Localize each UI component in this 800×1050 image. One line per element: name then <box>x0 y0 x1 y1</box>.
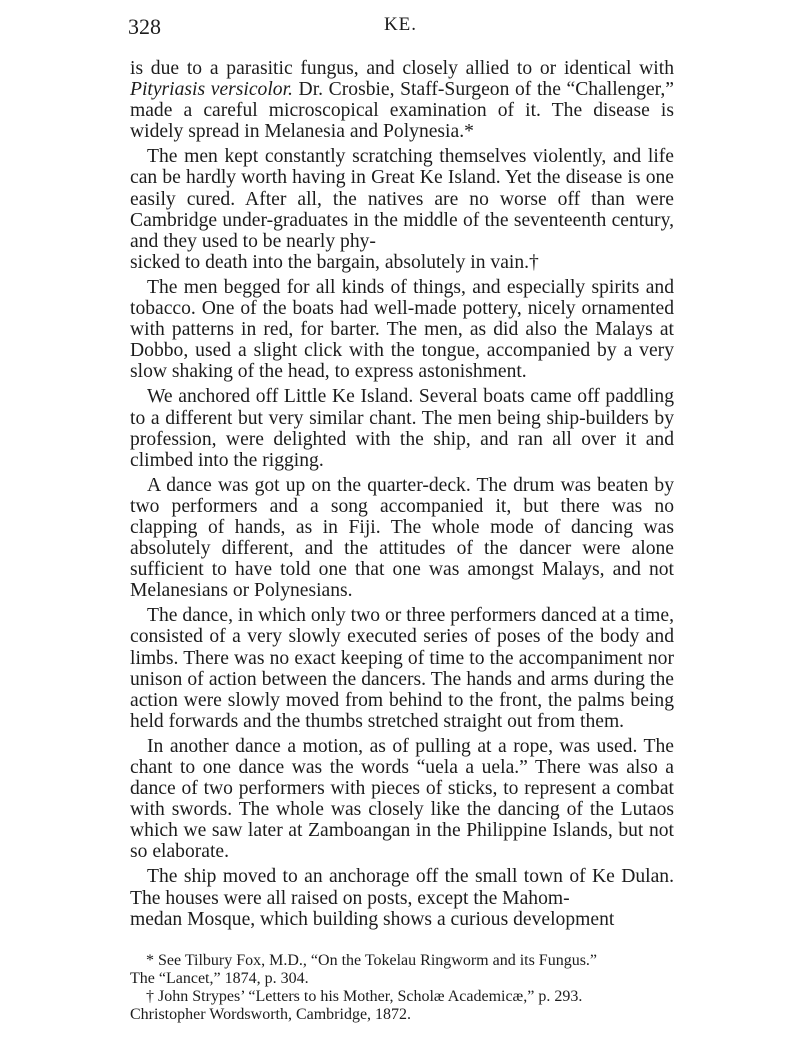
footnote-2-line-1: † John Strypes’ “Letters to his Mother, Scholæ Academicæ,” p. 293. <box>146 988 583 1005</box>
paragraph-3: The men begged for all kinds of things, and especially spirits and tobacco. One of the boats had well-made pottery, nicely ornamented with patterns in red, for barter. The men, as did also the Malays at Dobbo, used a slight click with the tongue, accompanied by a very slow shaking of the head, to express astonishment. <box>130 276 674 383</box>
footnote-1-line-2: The “Lancet,” 1874, p. 304. <box>130 970 309 987</box>
page-header <box>128 14 673 44</box>
paragraph-5: A dance was got up on the quarter-deck. The drum was beaten by two performers and a song accompanied it, but there was no clapping of hands, as in Fiji. The whole mode of dancing was absolutely different, and the attitudes of the dancer were alone sufficient to have told one that one was amongst Malays, and not Melanesians or Polynesians. <box>130 474 674 602</box>
page-number: 328 <box>128 14 161 39</box>
paragraph-2-text-a: The men kept constantly scratching themselves violently, and life can be hardly worth having in Great Ke Island. Yet the disease is one easily cured. After all, the natives are no worse off than were Cambridge under-graduates in the middle of the seventeenth century, and they used to be nearly phy- <box>130 146 674 252</box>
paragraph-6: The dance, in which only two or three performers danced at a time, consisted of a very slowly executed series of poses of the body and limbs. There was no exact keeping of time to the accompaniment nor unison of action between the dancers. The hands and arms during the action were slowly moved from behind to the front, the palms being held forwards and the thumbs stretched straight out from them. <box>130 605 674 732</box>
paragraph-4: We anchored off Little Ke Island. Several boats came off paddling to a different but very similar chant. The men being ship-builders by profession, were delighted with the ship, and ran all over it and climbed into the rigging. <box>130 386 674 471</box>
paragraph-8-text-a: The ship moved to an anchorage off the small town of Ke Dulan. The houses were all raised on posts, except the Mahom- <box>130 866 674 909</box>
paragraph-8 <box>130 866 674 929</box>
paragraph-2 <box>130 146 674 273</box>
footnote-1-line-1: * See Tilbury Fox, M.D., “On the Tokelau Ringworm and its Fungus.” <box>146 952 598 969</box>
footnote-2-line-2: Christopher Wordsworth, Cambridge, 1872. <box>130 1006 412 1023</box>
paragraph-1-italic-term: Pityriasis versicolor. <box>130 79 293 101</box>
paragraph-1-text-a: is due to a parasitic fungus, and closely allied to or identical with <box>130 58 674 79</box>
paragraph-1 <box>130 58 674 142</box>
paragraph-2-text-b: sicked to death into the bargain, absolutely in vain.† <box>130 251 539 273</box>
paragraph-1-text-b: Dr. Crosbie, Staff-Surgeon of the “Challenger,” made a careful microscopical examination of it. The disease is widely spread in Melanesia and Polynesia.* <box>130 79 674 143</box>
footnotes <box>130 952 675 1024</box>
body-text <box>130 58 674 930</box>
running-title: KE. <box>383 14 418 35</box>
paragraph-7: In another dance a motion, as of pulling at a rope, was used. The chant to one dance was the words “uela a uela.” There was also a dance of two performers with pieces of sticks, to represent a combat with swords. The whole was closely like the dancing of the Lutaos which we saw later at Zamboangan in the Philippine Islands, but not so elaborate. <box>130 735 674 863</box>
paragraph-8-text-b: medan Mosque, which building shows a curious development <box>130 908 615 930</box>
